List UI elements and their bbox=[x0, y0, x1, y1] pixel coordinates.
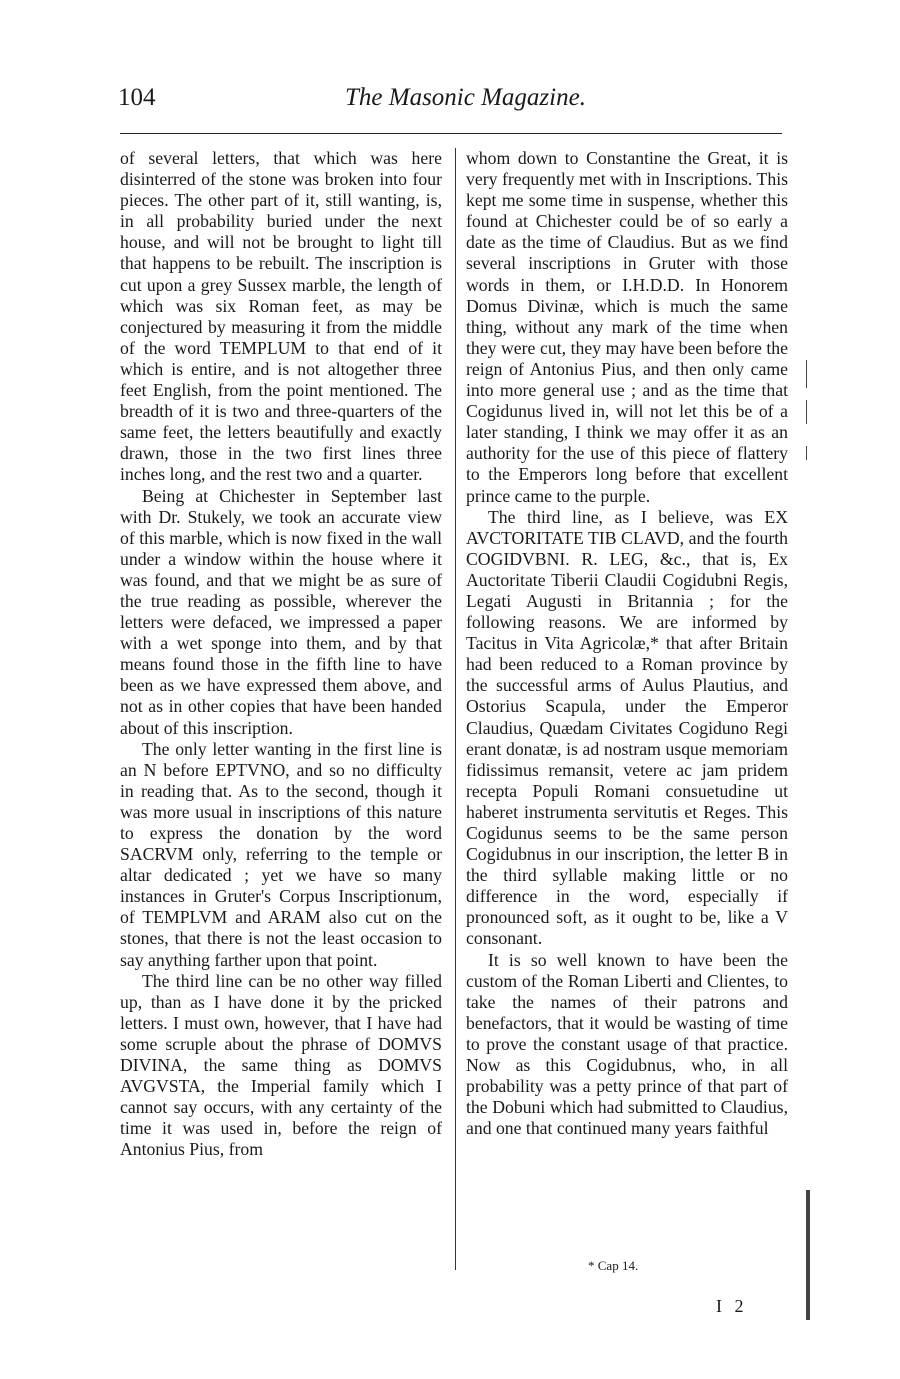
margin-mark bbox=[806, 400, 807, 424]
column-divider bbox=[455, 148, 456, 1270]
footnote: * Cap 14. bbox=[588, 1258, 639, 1273]
paragraph: whom down to Constantine the Great, it is very frequently met with in Inscriptions. This kept me some time in suspense, whether this found at Chichester could be of so early a date as the time of Claudius. But as we find several inscriptions in Gruter with those words in them, or I.H.D.D. In Honorem Domus Divinæ, which is much the same thing, without any mark of the time when they were cut, they may have been before the reign of Antonius Pius, and then only came into more general use ; and as the time that Cogidunus lived in, will not let this be of a later standing, I think we may offer it as an authority for the use of this piece of flattery to the Emperors long before that excellent prince came to the purple. bbox=[466, 148, 788, 506]
signature-mark: I 2 bbox=[716, 1296, 748, 1316]
paragraph: The third line can be no other way filled up, than as I have done it by the pricked letters. I must own, however, that I have had some scruple about the phrase of DOMVS DIVINA, the same thing as DOMVS AVGVSTA, the Imperial family which I cannot say occurs, with any certainty of the time it was used in, before the reign of Antonius Pius, from bbox=[120, 970, 442, 1160]
margin-mark bbox=[806, 360, 807, 388]
page-number: 104 bbox=[118, 84, 156, 111]
header-rule bbox=[120, 133, 782, 134]
paragraph: Being at Chichester in September last with Dr. Stukely, we took an accurate view of this marble, which is now fixed in the wall under a window within the house where it was found, and that we might be as sure of the true reading as possible, wherever the letters were defaced, we impressed a paper with a wet sponge into them, and by that means found those in the fifth line to have been as we have expressed them above, and not as in other copies that have been handed about of this inscription. bbox=[120, 485, 442, 738]
paragraph: of several letters, that which was here disinterred of the stone was broken into four pieces. The other part of it, still wanting, is, in all probability buried under the next house, and will not be brought to light till that happens to be rebuilt. The inscription is cut upon a grey Sussex marble, the length of which was six Roman feet, as may be conjectured by measuring it from the middle of the word TEMPLUM to that end of it which is entire, and is not altogether three feet English, from the point mentioned. The breadth of it is two and three-quarters of the same feet, the letters beautifully and exactly drawn, those in the two first lines three inches long, and the rest two and a quarter. bbox=[120, 148, 442, 485]
page-header bbox=[0, 84, 900, 124]
paragraph: The third line, as I believe, was EX AVCTORITATE TIB CLAVD, and the fourth COGIDVBNI. R. LEG, &c., that is, Ex Auctoritate Tiberii Claudii Cogidubni Regis, Legati Augusti in Britannia ; for the following reasons. We are informed by Tacitus in Vita Agricolæ,* that after Britain had been reduced to a Roman province by the successful arms of Aulus Plautius, and Ostorius Scapula, under the Emperor Claudius, Quædam Civitates Cogiduno Regi erant donatæ, is ad nostram usque memoriam fidissimus remansit, vetere ac jam pridem recepta Populi Romani consuetudine ut haberet instrumenta servitutis et Reges. This Cogidunus seems to be the same person Cogidubnus in our inscription, the letter B in the third syllable making little or no difference in the word, especially if pronounced soft, as it ought to be, like a V consonant. bbox=[466, 506, 788, 949]
running-title: The Masonic Magazine. bbox=[345, 84, 586, 111]
margin-mark bbox=[806, 446, 807, 460]
paragraph: It is so well known to have been the custom of the Roman Liberti and Clientes, to take the names of their patrons and benefactors, that it would be wasting of time to prove the constant usage of that practice. Now as this Cogidubnus, who, in all probability was a petty prince of that part of the Dobuni which had submitted to Claudius, and one that continued many years faithful bbox=[466, 949, 788, 1139]
paragraph: The only letter wanting in the first line is an N before EPTVNO, and so no difficulty in reading that. As to the second, though it was more usual in inscriptions of this nature to express the donation by the word SACRVM only, referring to the temple or altar dedicated ; yet we have so many instances in Gruter's Corpus Inscriptionum, of TEMPLVM and ARAM also cut on the stones, that there is not the least occasion to say anything farther upon that point. bbox=[120, 738, 442, 970]
right-column bbox=[466, 148, 788, 1139]
left-column bbox=[120, 148, 442, 1161]
page-edge-bar bbox=[806, 1190, 810, 1320]
